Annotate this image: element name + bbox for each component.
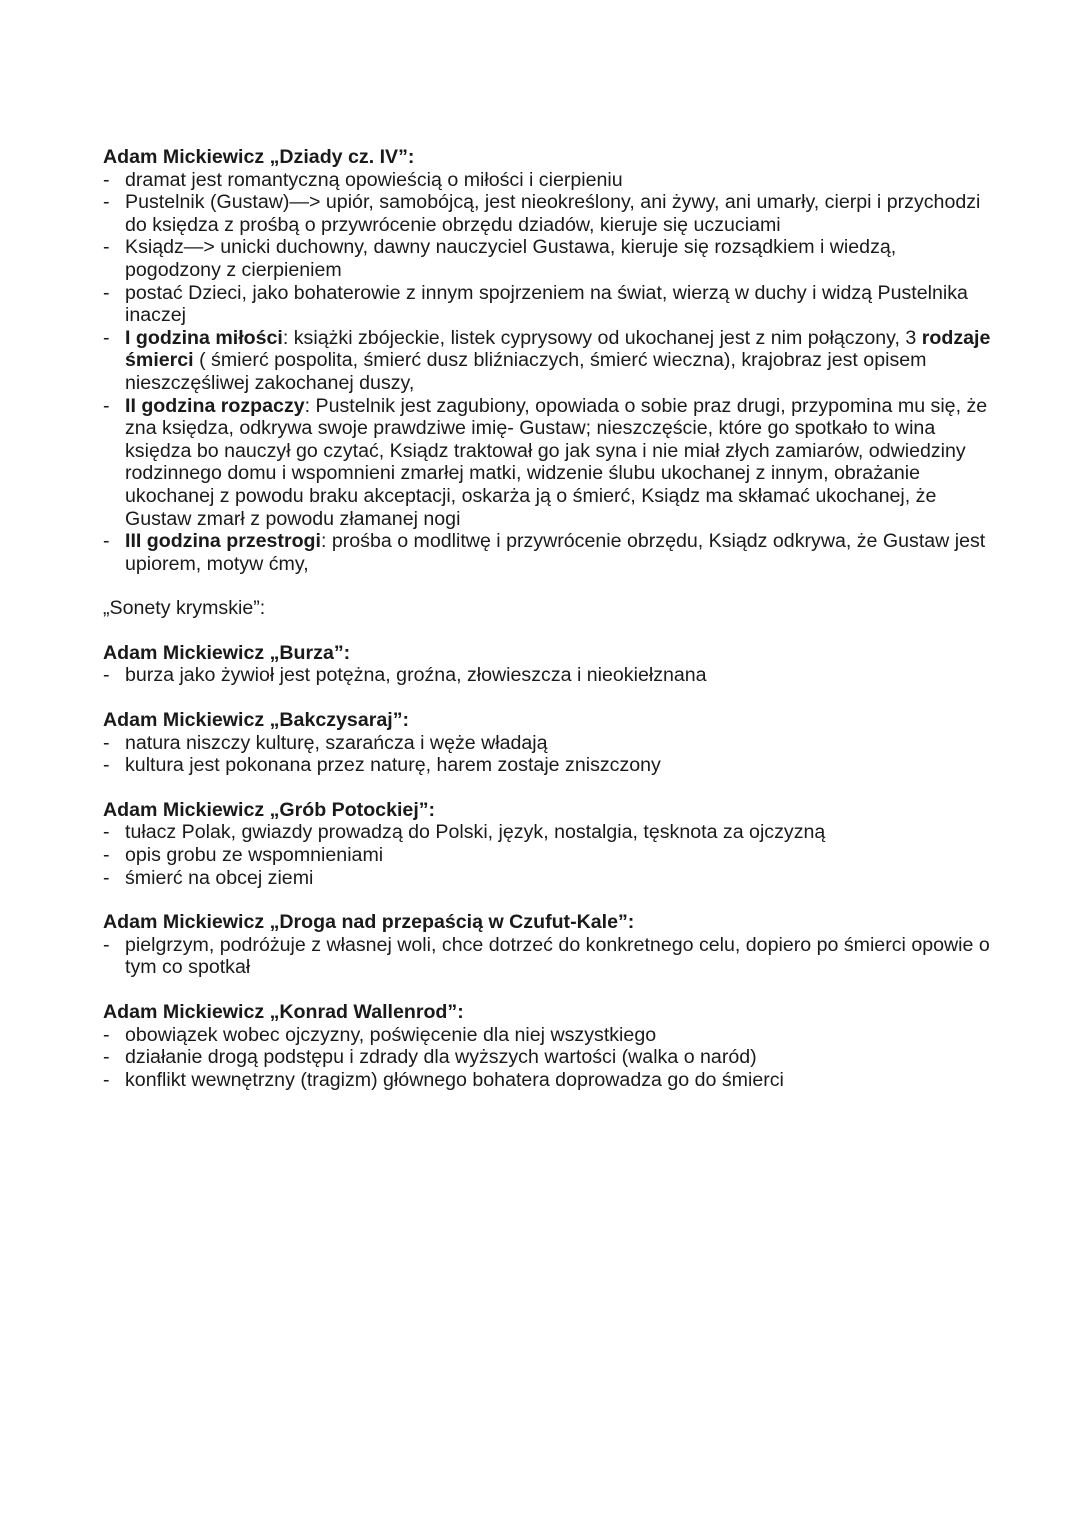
bold-term: III godzina przestrogi [125, 530, 321, 553]
bullet-list [103, 169, 993, 576]
section-title: Adam Mickiewicz „Dziady cz. IV”: [103, 146, 415, 168]
list-item [103, 395, 993, 531]
section-title: Adam Mickiewicz „Burza”: [103, 641, 351, 664]
list-item: - pielgrzym, podróżuje z własnej woli, chce dotrzeć do konkretnego celu, dopiero po śmierci opowie o tym co spotkał [103, 934, 993, 979]
section-grob-potockiej [103, 799, 993, 889]
bold-term: I godzina miłości [125, 326, 283, 349]
section-title: Adam Mickiewicz „Grób Potockiej”: [103, 798, 436, 821]
list-item: - dramat jest romantyczną opowieścią o miłości i cierpieniu [103, 169, 993, 192]
section-title: Adam Mickiewicz „Bakczysaraj”: [103, 709, 410, 732]
notes-content [103, 146, 993, 1091]
spacer [103, 889, 993, 911]
list-item: - śmierć na obcej ziemi [103, 867, 993, 890]
list-item: - burza jako żywioł jest potężna, groźna, złowieszcza i nieokiełznana [103, 664, 993, 687]
section-dziady [103, 146, 993, 575]
bullet-list [103, 664, 993, 687]
section-title: Adam Mickiewicz „Droga nad przepaścią w Czufut-Kale”: [103, 911, 635, 934]
item-text: : książki zbójeckie, listek cyprysowy od ukochanej jest z nim połączony, 3 [282, 326, 922, 349]
section-wallenrod [103, 1001, 993, 1091]
item-text: ( śmierć pospolita, śmierć dusz bliźniaczych, śmierć wieczna), krajobraz jest opisem nieszczęśliwej zakochanej duszy, [125, 349, 927, 394]
list-item [103, 530, 993, 575]
list-item: - tułacz Polak, gwiazdy prowadzą do Polski, język, nostalgia, tęsknota za ojczyzną [103, 821, 993, 844]
bullet-list [103, 934, 993, 979]
bullet-list [103, 821, 993, 889]
spacer [103, 620, 993, 642]
bullet-list [103, 1024, 993, 1092]
list-item: - obowiązek wobec ojczyzny, poświęcenie dla niej wszystkiego [103, 1024, 993, 1047]
spacer [103, 575, 993, 597]
item-text: : prośba o modlitwę i przywrócenie obrzędu, Ksiądz odkrywa, że Gustaw jest upiorem, motyw ćmy, [125, 530, 986, 575]
spacer [103, 777, 993, 799]
bullet-list [103, 732, 993, 777]
bold-term: rodzaje śmierci [125, 326, 991, 372]
list-item: - Pustelnik (Gustaw)—> upiór, samobójcą, jest nieokreślony, ani żywy, ani umarły, cierpi i przychodzi do księdza z prośbą o przywrócenie obrzędu dziadów, kieruje się uczuciami [103, 191, 993, 236]
section-droga [103, 911, 993, 979]
item-text: : Pustelnik jest zagubiony, opowiada o sobie praz drugi, przypomina mu się, że zna księdza, odkrywa swoje prawdziwe imię- Gustaw; nieszczęście, które go spotkało to wina księdza bo nauczył go czytać, Ksiądz traktował go jak syna i nie miał złych zamiarów, odwiedziny rodzinnego domu i wspomnieni zmarłej matki, widzenie ślubu ukochanej z innym, obrażanie ukochanej z powodu braku akceptacji, oskarża ją o śmierć, Ksiądz ma skłamać ukochanej, że Gustaw zmarł z powodu złamanej nogi [125, 394, 988, 530]
list-item [103, 327, 993, 395]
section-title: Adam Mickiewicz „Konrad Wallenrod”: [103, 1001, 464, 1023]
list-item: - natura niszczy kulturę, szarańcza i węże władają [103, 732, 993, 755]
section-burza [103, 642, 993, 687]
list-item: - Ksiądz—> unicki duchowny, dawny nauczyciel Gustawa, kieruje się rozsądkiem i wiedzą, pogodzony z cierpieniem [103, 236, 993, 281]
spacer [103, 687, 993, 709]
spacer [103, 979, 993, 1001]
sonety-label: „Sonety krymskie”: [103, 597, 266, 620]
list-item: - konflikt wewnętrzny (tragizm) głównego bohatera doprowadza go do śmierci [103, 1069, 993, 1092]
list-item: - postać Dzieci, jako bohaterowie z innym spojrzeniem na świat, wierzą w duchy i widzą Pustelnika inaczej [103, 282, 993, 327]
list-item: - działanie drogą podstępu i zdrady dla wyższych wartości (walka o naród) [103, 1046, 993, 1069]
list-item: - kultura jest pokonana przez naturę, harem zostaje zniszczony [103, 754, 993, 777]
bold-term: II godzina rozpaczy [125, 394, 305, 417]
list-item: - opis grobu ze wspomnieniami [103, 844, 993, 867]
section-bakczysaraj [103, 709, 993, 777]
